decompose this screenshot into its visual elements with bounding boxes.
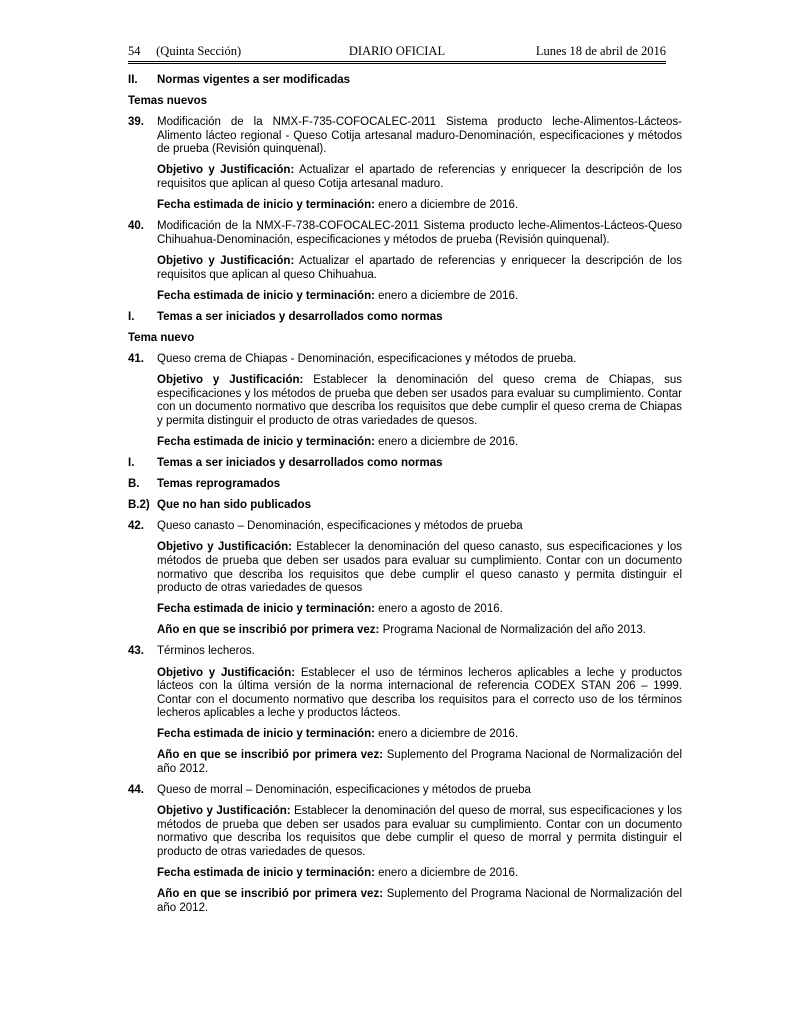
dates-label: Fecha estimada de inicio y terminación: [157,603,375,616]
objective-label: Objetivo y Justificación: [157,666,296,679]
header-rule-bottom [128,63,666,64]
dates-label: Fecha estimada de inicio y terminación: [157,728,375,741]
item-dates [157,603,682,617]
subsection-heading: Temas nuevos [128,95,208,108]
objective-text: Establecer el uso de términos lecheros aplicables a leche y productos lácteos con la última versión de la norma internacional de referencia CODEX STAN 206 – 1999. Contar con el documento normativo que describa los requisitos para el correcto uso de los términos lecheros aplicables a leche y productos lácteos. [157,666,682,720]
dates-label: Fecha estimada de inicio y terminación: [157,289,375,302]
first-registered-label: Año en que se inscribió por primera vez: [157,888,384,901]
item-dates [157,867,682,881]
item-39 [128,116,682,157]
objective-label: Objetivo y Justificación: [157,374,304,386]
item-objective [157,255,682,282]
objective-text: Actualizar el apartado de referencias y enriquecer la descripción de los requisitos que aplican al queso Chihuahua. [157,254,682,281]
item-first-registered [157,888,682,915]
item-42 [128,520,682,534]
item-title: Modificación de la NMX-F-735-COFOCALEC-2011 Sistema producto leche-Alimentos-Lácteos-Alimento lácteo regional - Queso Cotija artesanal maduro-Denominación, especificaciones y métodos de prueba (Revisión quinquenal). [157,116,682,156]
item-43 [128,645,682,659]
item-number: 44. [128,784,144,797]
section-heading [128,311,682,325]
objective-text: Establecer la denominación del queso crema de Chiapas, sus especificaciones y los métodos de prueba que deben ser usados para evaluar su cumplimiento. Contar con un documento normativo que describa los requisitos que debe cumplir el queso crema de Chiapas y permita distinguir el producto de otras variedades de quesos. [157,374,682,427]
item-title: Queso de morral – Denominación, especificaciones y métodos de prueba [157,784,531,797]
section-number: I. [128,310,135,323]
first-registered-text: Programa Nacional de Normalización del año 2013. [379,624,646,637]
objective-label: Objetivo y Justificación: [157,541,292,554]
item-objective [157,805,682,859]
objective-label: Objetivo y Justificación: [157,164,295,177]
item-41 [128,353,682,367]
item-44 [128,784,682,798]
section-number: B. [128,478,140,491]
item-number: 41. [128,352,144,365]
dates-label: Fecha estimada de inicio y terminación: [157,867,375,880]
item-40 [128,220,682,247]
item-title: Términos lecheros. [157,645,255,658]
item-number: 42. [128,520,144,533]
section-heading [128,478,682,492]
item-objective [157,164,682,191]
item-title: Queso canasto – Denominación, especificaciones y métodos de prueba [157,520,523,533]
header-rule-top [128,61,666,62]
item-title: Modificación de la NMX-F-738-COFOCALEC-2011 Sistema producto leche-Alimentos-Lácteos-Queso Chihuahua-Denominación, especificaciones y métodos de prueba (Revisión quinquenal). [157,220,682,246]
section-title: Normas vigentes a ser modificadas [157,74,351,86]
section-heading [128,457,682,471]
dates-text: enero a diciembre de 2016. [374,199,519,212]
dates-text: enero a agosto de 2016. [374,603,503,616]
item-dates [157,728,682,742]
dates-text: enero a diciembre de 2016. [374,289,519,302]
item-number: 40. [128,220,144,233]
section-title: Temas reprogramados [157,478,281,491]
first-registered-label: Año en que se inscribió por primera vez: [157,624,380,637]
section-title: Temas a ser iniciados y desarrollados como normas [157,310,443,323]
header-publication: DIARIO OFICIAL [348,44,446,58]
item-objective [157,374,682,428]
dates-text: enero a diciembre de 2016. [374,435,519,448]
section-heading [128,74,682,88]
item-title: Queso crema de Chiapas - Denominación, especificaciones y métodos de prueba. [157,352,577,365]
section-title: Que no han sido publicados [157,499,311,512]
subsection-heading: Tema nuevo [128,331,195,344]
item-dates [157,199,682,213]
first-registered-text: Suplemento del Programa Nacional de Normalización del año 2012. [157,749,682,776]
section-title: Temas a ser iniciados y desarrollados como normas [157,456,443,469]
section-number: I. [128,456,135,469]
dates-text: enero a diciembre de 2016. [374,867,519,880]
item-objective [157,667,682,721]
objective-text: Establecer la denominación del queso canasto, sus especificaciones y los métodos de prueba que deben ser usados para evaluar su cumplimiento. Contar con un documento normativo que describa los requisitos que debe cumplir el queso canasto y permita distinguir el producto de otras variedades de quesos [157,541,682,595]
item-objective [157,541,682,595]
section-heading [128,499,682,513]
header-page-section: 54 (Quinta Sección) [128,44,242,58]
document-body [128,74,682,923]
header-date: Lunes 18 de abril de 2016 [535,44,666,58]
objective-text: Actualizar el apartado de referencias y enriquecer la descripción de los requisitos que aplican al queso Cotija artesanal maduro. [157,164,682,191]
dates-label: Fecha estimada de inicio y terminación: [157,199,375,212]
dates-label: Fecha estimada de inicio y terminación: [157,435,375,448]
item-number: 39. [128,116,144,129]
objective-text: Establecer la denominación del queso de morral, sus especificaciones y los métodos de prueba que deben ser usados para evaluar su cumplimiento. Contar con un documento normativo que describa los requisitos que debe cumplir el queso de morral y permita distinguir el producto de otras variedades de quesos. [157,805,682,859]
first-registered-label: Año en que se inscribió por primera vez: [157,749,384,762]
page-header [128,44,666,62]
dates-text: enero a diciembre de 2016. [374,728,519,741]
item-number: 43. [128,645,144,658]
first-registered-text: Suplemento del Programa Nacional de Normalización del año 2012. [157,888,682,914]
section-number: B.2) [128,499,150,512]
objective-label: Objetivo y Justificación: [157,805,291,818]
item-dates [157,436,682,450]
item-dates [157,290,682,304]
section-number: II. [128,74,138,86]
item-first-registered [157,749,682,776]
objective-label: Objetivo y Justificación: [157,254,295,267]
item-first-registered [157,624,682,638]
